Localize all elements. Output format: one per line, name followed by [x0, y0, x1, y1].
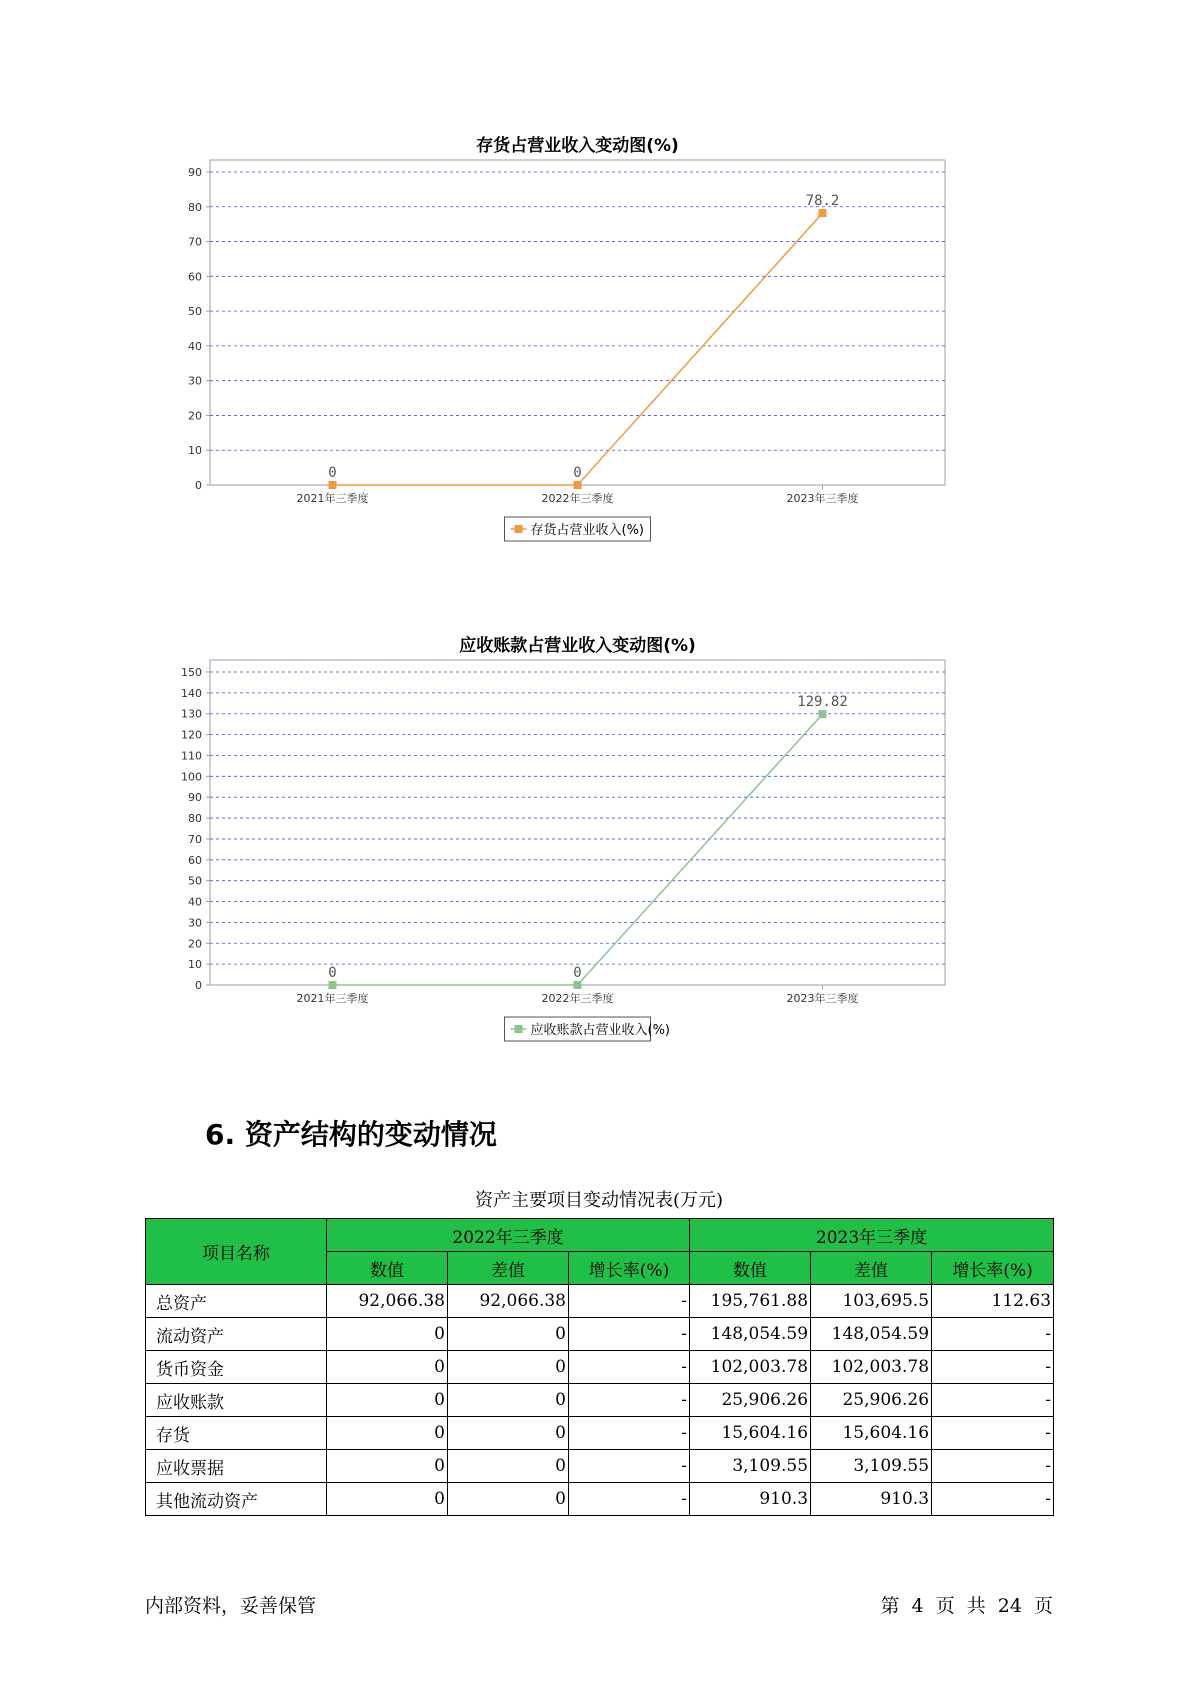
table-cell: - [569, 1384, 690, 1417]
y-tick-label: 120 [181, 728, 202, 742]
y-tick-label: 40 [188, 339, 202, 353]
data-label: 78.2 [805, 193, 840, 210]
table-cell: 0 [327, 1483, 448, 1516]
table-cell: - [932, 1450, 1054, 1483]
period-header: 2023年三季度 [690, 1219, 1054, 1252]
row-item-name: 应收账款 [146, 1384, 327, 1417]
data-label: 0 [328, 465, 337, 481]
y-tick-label: 90 [188, 166, 202, 179]
row-item-name: 总资产 [146, 1285, 327, 1318]
y-tick-label: 0 [195, 979, 202, 992]
chart-title: 存货占营业收入变动图(%) [476, 136, 679, 156]
table-cell: 0 [448, 1483, 569, 1516]
data-point [574, 481, 582, 489]
x-tick-label: 2021年三季度 [296, 992, 369, 1005]
legend-swatch-marker [515, 525, 523, 533]
footer-note: 内部资料，妥善保管 [145, 1595, 317, 1617]
table-cell: 102,003.78 [690, 1351, 811, 1384]
page-number: 第 4 页 共 24 页 [880, 1595, 1053, 1617]
y-tick-label: 70 [188, 832, 202, 846]
table-cell: 0 [448, 1318, 569, 1351]
subcol-diff: 差值 [811, 1252, 932, 1285]
x-tick-label: 2023年三季度 [786, 492, 859, 505]
section-heading: 6. 资产结构的变动情况 [205, 1118, 497, 1151]
table-cell: 25,906.26 [811, 1384, 932, 1417]
table-cell: - [569, 1417, 690, 1450]
y-tick-label: 30 [188, 916, 202, 930]
table-cell: - [569, 1285, 690, 1318]
table-cell: 910.3 [690, 1483, 811, 1516]
row-item-name: 其他流动资产 [146, 1483, 327, 1516]
row-item-name: 货币资金 [146, 1351, 327, 1384]
data-point [329, 481, 337, 489]
table-cell: - [569, 1450, 690, 1483]
table-cell: - [932, 1483, 1054, 1516]
table-row [146, 1384, 1054, 1417]
table-row [146, 1351, 1054, 1384]
y-tick-label: 30 [188, 374, 202, 388]
table-cell: 910.3 [811, 1483, 932, 1516]
y-tick-label: 90 [188, 791, 202, 805]
table-cell: - [569, 1483, 690, 1516]
table-caption: 资产主要项目变动情况表(万元) [474, 1190, 724, 1211]
chart-title: 应收账款占营业收入变动图(%) [459, 636, 696, 656]
inventory-chart-svg [160, 135, 1040, 600]
data-point [574, 981, 582, 989]
table-row [146, 1450, 1054, 1483]
row-item-name: 存货 [146, 1417, 327, 1450]
table-cell: 92,066.38 [448, 1285, 569, 1318]
table-row [146, 1285, 1054, 1318]
y-tick-label: 10 [188, 444, 202, 458]
y-tick-label: 100 [181, 770, 202, 784]
y-tick-label: 50 [188, 874, 202, 888]
table-cell: - [932, 1318, 1054, 1351]
x-tick-label: 2022年三季度 [541, 492, 614, 505]
table-cell: 15,604.16 [690, 1417, 811, 1450]
x-tick-label: 2021年三季度 [296, 492, 369, 505]
y-tick-label: 70 [188, 235, 202, 249]
data-point [819, 710, 827, 718]
table-cell: 102,003.78 [811, 1351, 932, 1384]
row-item-name: 应收票据 [146, 1450, 327, 1483]
data-point [819, 209, 827, 217]
x-tick-label: 2022年三季度 [541, 992, 614, 1005]
table-cell: 195,761.88 [690, 1285, 811, 1318]
table-cell: - [569, 1351, 690, 1384]
table-cell: 0 [327, 1384, 448, 1417]
x-tick-label: 2023年三季度 [786, 992, 859, 1005]
y-tick-label: 80 [188, 200, 202, 214]
table-row [146, 1483, 1054, 1516]
y-tick-label: 20 [188, 937, 202, 951]
y-tick-label: 60 [188, 853, 202, 867]
table-cell: 25,906.26 [690, 1384, 811, 1417]
table-cell: 0 [448, 1417, 569, 1450]
y-tick-label: 40 [188, 895, 202, 909]
data-point [329, 981, 337, 989]
table-cell: 103,695.5 [811, 1285, 932, 1318]
table-row [146, 1417, 1054, 1450]
legend-swatch-marker [515, 1025, 523, 1033]
asset-structure-table [145, 1218, 1054, 1516]
y-tick-label: 140 [181, 686, 202, 700]
table-cell: 0 [448, 1384, 569, 1417]
subcol-value: 数值 [690, 1252, 811, 1285]
y-tick-label: 110 [181, 749, 202, 763]
data-label: 129.82 [797, 694, 848, 711]
table-body [146, 1285, 1054, 1516]
table-cell: 0 [327, 1450, 448, 1483]
receivables-revenue-chart [160, 635, 1040, 1100]
table-cell: 0 [448, 1351, 569, 1384]
table-cell: - [932, 1417, 1054, 1450]
subcol-diff: 差值 [448, 1252, 569, 1285]
subcol-value: 数值 [327, 1252, 448, 1285]
period-header: 2022年三季度 [327, 1219, 690, 1252]
y-tick-label: 20 [188, 409, 202, 423]
table-cell: 148,054.59 [811, 1318, 932, 1351]
subcol-growth: 增长率(%) [932, 1252, 1054, 1285]
table-cell: 0 [327, 1318, 448, 1351]
table-cell: 3,109.55 [690, 1450, 811, 1483]
y-tick-label: 0 [195, 479, 202, 492]
table-cell: 112.63 [932, 1285, 1054, 1318]
y-tick-label: 130 [181, 707, 202, 721]
table-cell: 92,066.38 [327, 1285, 448, 1318]
inventory-revenue-chart [160, 135, 1040, 600]
col-item-name: 项目名称 [146, 1219, 327, 1285]
data-label: 0 [573, 965, 582, 981]
row-item-name: 流动资产 [146, 1318, 327, 1351]
legend-label: 应收账款占营业收入(%) [530, 1023, 670, 1038]
table-cell: - [932, 1384, 1054, 1417]
data-label: 0 [573, 465, 582, 481]
data-label: 0 [328, 965, 337, 981]
y-tick-label: 50 [188, 305, 202, 319]
y-tick-label: 80 [188, 812, 202, 826]
subcol-growth: 增长率(%) [569, 1252, 690, 1285]
table-cell: 0 [448, 1450, 569, 1483]
y-tick-label: 150 [181, 666, 202, 679]
table-cell: 148,054.59 [690, 1318, 811, 1351]
table-cell: 15,604.16 [811, 1417, 932, 1450]
table-cell: 0 [327, 1417, 448, 1450]
table-cell: 0 [327, 1351, 448, 1384]
table-cell: - [569, 1318, 690, 1351]
table-row [146, 1318, 1054, 1351]
y-tick-label: 10 [188, 958, 202, 972]
legend-label: 存货占营业收入(%) [530, 523, 644, 538]
table-cell: 3,109.55 [811, 1450, 932, 1483]
table-cell: - [932, 1351, 1054, 1384]
receivables-chart-svg [160, 635, 1040, 1100]
y-tick-label: 60 [188, 270, 202, 284]
